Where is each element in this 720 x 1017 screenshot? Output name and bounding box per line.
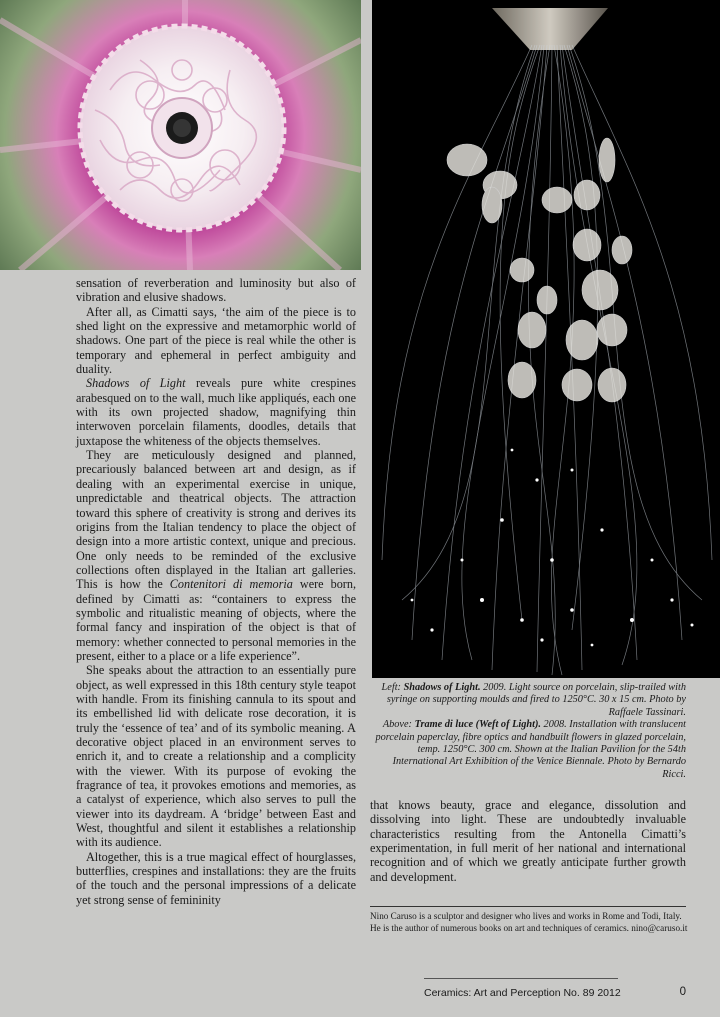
paragraph-text: reveals pure white crespines arabesqued on to the wall, much like appliqués, each one with its own projected shadow, magnifying thin interwoven porcelain filaments, doodles, details that juxtapose the whiteness of the objects themselves.	[76, 376, 356, 448]
paragraph: She speaks about the attraction to an essentially pure object, as well expressed in this 18th century style teapot with handle. From its finishing cannula to its spout and its embellished lid with delicate rose decoration, it is truly the ‘essence of tea’ and of its symbolic meaning. A decorative object placed in an environment serves to enrich it, and to create a relationship and a complicity with the viewer. With its purpose of evoking the fragrance of tea, it provokes emotions and memories, as a catalyst of experience, which also serves to pull the viewer into its daydream. A ‘bridge’ between East and West, thoughtful and silent it establishes a relationship with its audience.	[76, 663, 356, 850]
weft-of-light-photo	[372, 0, 720, 678]
caption-left	[372, 682, 686, 719]
artwork-title: Contenitori di memoria	[169, 577, 293, 592]
artwork-title: Shadows of Light	[86, 376, 186, 391]
caption-title: Trame di luce (Weft of Light).	[414, 719, 541, 731]
photo-caption	[372, 682, 686, 781]
divider	[370, 906, 686, 907]
page-footer	[424, 987, 686, 999]
caption-text: 2009. Light source on porcelain, slip-trailed with syringe on supporting moulds and fired to 1250°C. 30 x 15 cm. Photo by Raffaele Tassinari.	[386, 682, 686, 718]
paragraph-text: were born, defined by Cimatti as: “containers to express the symbolic and ritualistic meaning of objects, where the formal fancy and inspiration of the object is that of memory: whether connected to personal memories in the present, either to a place or a life experience”.	[76, 577, 356, 663]
caption-text: 2008. Installation with translucent porcelain paperclay, fibre optics and handbuilt flowers in glazed porcelain, temp. 1250°C. 300 cm. Shown at the Italian Pavilion for the 54th International Art Exhibition of the Venice Biennale. Photo by Bernardo Ricci.	[375, 719, 686, 780]
paragraph: After all, as Cimatti says, ‘the aim of the piece is to shed light on the expressive and metamorphic world of shadows. One part of the piece is real while the other is temporary and ephemeral in perfect ambiguity and duality.	[76, 304, 356, 377]
article-column-left	[76, 276, 356, 907]
paragraph: Altogether, this is a true magical effect of hourglasses, butterflies, crespines and installations: they are the fruits of the touch and the personal impressions of a delicate yet strong sense of femininity	[76, 849, 356, 907]
shadows-of-light-photo	[0, 0, 361, 270]
paragraph-text: They are meticulously designed and planned, precariously balanced between art and design, as if dealing with an experimental exercise in unique, unpredictable and theatrical objects. The attraction toward this sphere of creativity is strong and derives its origins from the Italian tendency to place the object of design into a more artistic context, unique and precious. One only needs to be reminded of the exclusive collections often displayed in the Italian art galleries. This is how the	[76, 448, 356, 592]
paragraph: sensation of reverberation and luminosity but also of vibration and elusive shadows.	[76, 276, 356, 305]
publication-name: Ceramics: Art and Perception No. 89 2012	[424, 987, 621, 999]
article-column-right	[370, 798, 686, 884]
footer-divider	[424, 978, 618, 979]
caption-above	[372, 719, 686, 781]
porcelain-disk-image	[0, 0, 361, 270]
caption-lead: Above:	[382, 719, 415, 731]
caption-lead: Left:	[381, 682, 404, 693]
paragraph: that knows beauty, grace and elegance, dissolution and dissolving into light. These are undoubtedly invaluable characteristics resulting from the Antonella Cimatti’s experimentation, in full merit of her national and international recognition and of which we greatly anticipate further growth and development.	[370, 798, 686, 884]
page-number: 0	[679, 986, 686, 998]
fibre-optic-installation-image	[372, 0, 720, 678]
paragraph	[76, 448, 356, 663]
paragraph	[76, 376, 356, 448]
author-bio: Nino Caruso is a sculptor and designer who lives and works in Rome and Todi, Italy. He is the author of numerous books on art and techniques of ceramics. nino@caruso.it	[370, 911, 688, 933]
caption-title: Shadows of Light.	[403, 682, 481, 693]
